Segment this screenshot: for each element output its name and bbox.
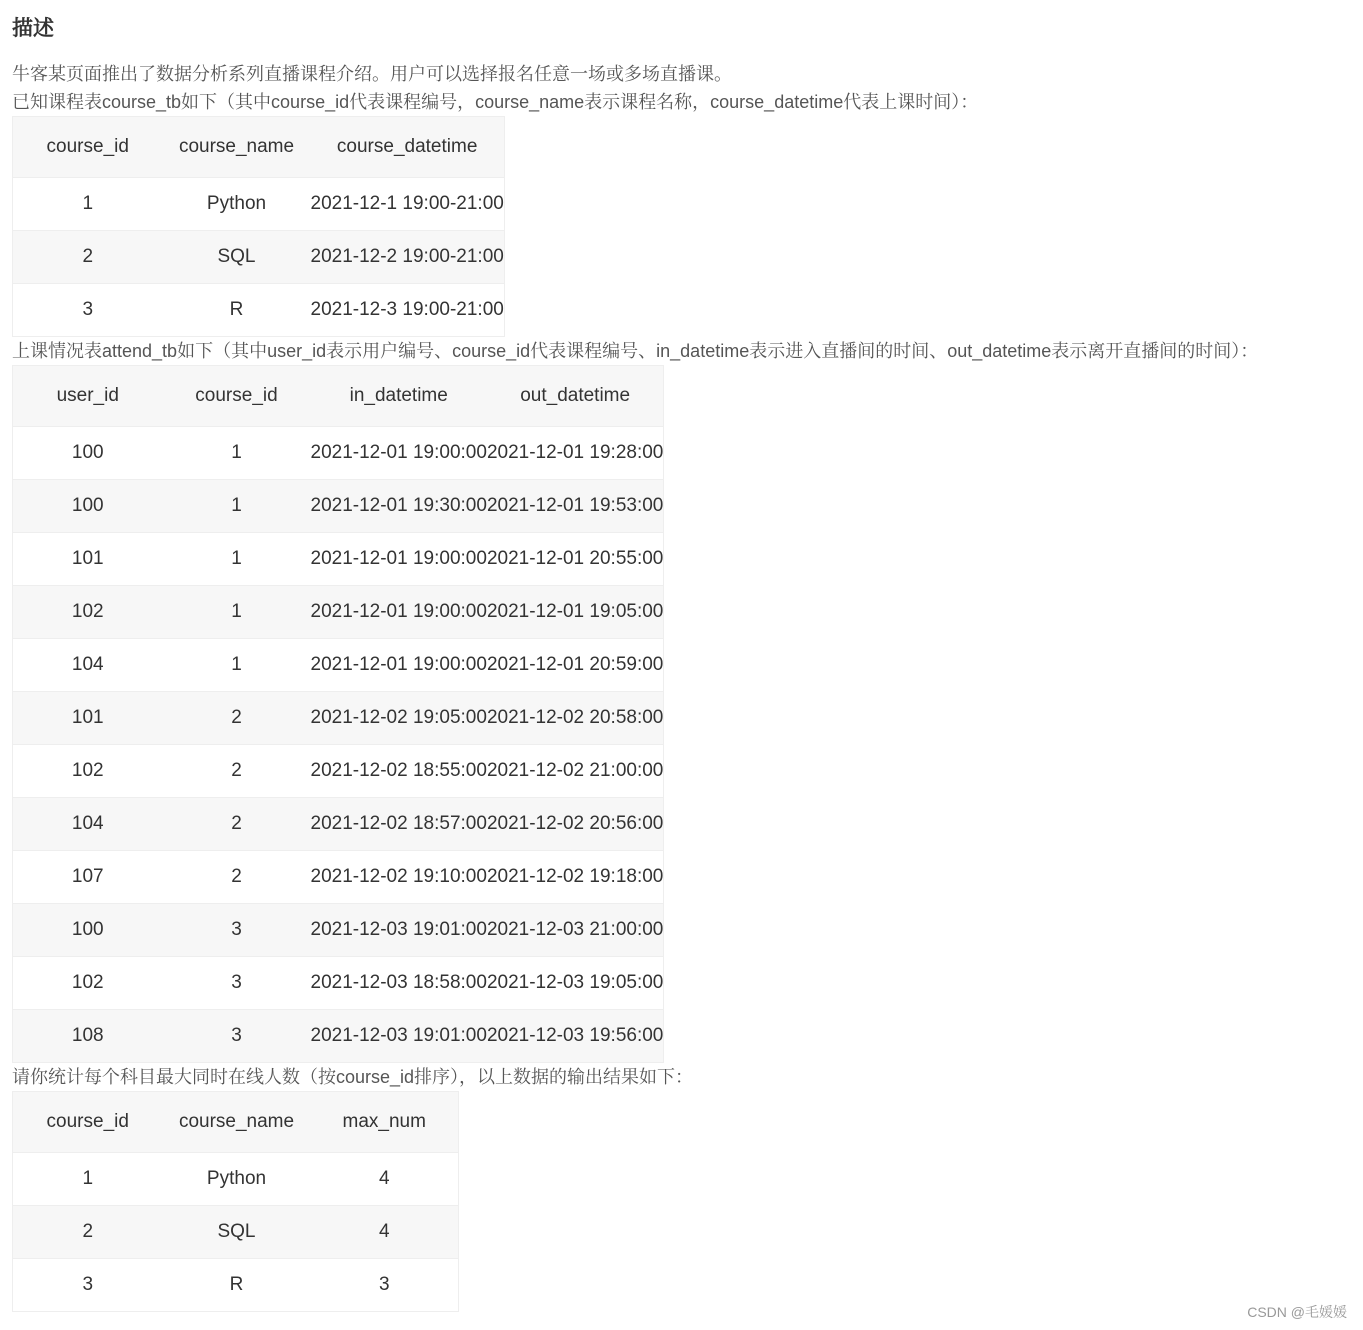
table-cell: 2021-12-03 19:01:00 bbox=[311, 1010, 487, 1063]
table-cell: 1 bbox=[163, 480, 311, 533]
table-cell: 1 bbox=[163, 533, 311, 586]
table-row bbox=[13, 851, 664, 904]
table-cell: 1 bbox=[163, 586, 311, 639]
column-header: course_datetime bbox=[311, 117, 505, 178]
table-cell: 101 bbox=[13, 533, 163, 586]
watermark: CSDN @毛媛媛 bbox=[1247, 1304, 1347, 1320]
table-row bbox=[13, 1206, 459, 1259]
column-header: course_id bbox=[13, 1092, 163, 1153]
column-header: max_num bbox=[311, 1092, 459, 1153]
table-cell: 4 bbox=[311, 1153, 459, 1206]
table-row bbox=[13, 178, 505, 231]
table-cell: 2021-12-1 19:00-21:00 bbox=[311, 178, 505, 231]
table-cell: 2021-12-01 19:28:00 bbox=[487, 427, 664, 480]
column-header: course_id bbox=[163, 366, 311, 427]
table-cell: 102 bbox=[13, 957, 163, 1010]
table-cell: 1 bbox=[13, 178, 163, 231]
table-cell: 2021-12-02 20:56:00 bbox=[487, 798, 664, 851]
table-cell: 3 bbox=[13, 1259, 163, 1312]
table-cell: 2 bbox=[163, 745, 311, 798]
table-cell: SQL bbox=[163, 1206, 311, 1259]
table-cell: 2021-12-02 18:55:00 bbox=[311, 745, 487, 798]
course-tb-table bbox=[12, 116, 505, 337]
table-cell: 2 bbox=[163, 692, 311, 745]
intro-text: 牛客某页面推出了数据分析系列直播课程介绍。用户可以选择报名任意一场或多场直播课。 bbox=[12, 64, 732, 84]
table-cell: 100 bbox=[13, 904, 163, 957]
table-cell: 2021-12-03 19:56:00 bbox=[487, 1010, 664, 1063]
table-cell: 2021-12-03 19:05:00 bbox=[487, 957, 664, 1010]
table-cell: 2021-12-01 19:30:00 bbox=[311, 480, 487, 533]
column-header: course_id bbox=[13, 117, 163, 178]
table-cell: 2021-12-01 19:00:00 bbox=[311, 586, 487, 639]
table-cell: 2 bbox=[163, 851, 311, 904]
description-section bbox=[12, 14, 1258, 1312]
table-cell: 2021-12-02 19:05:00 bbox=[311, 692, 487, 745]
table-row bbox=[13, 957, 664, 1010]
table-cell: 3 bbox=[163, 904, 311, 957]
table-cell: 101 bbox=[13, 692, 163, 745]
table-cell: 2021-12-01 20:59:00 bbox=[487, 639, 664, 692]
column-header: course_name bbox=[163, 117, 311, 178]
table-cell: 3 bbox=[13, 284, 163, 337]
table-row bbox=[13, 284, 505, 337]
column-header: out_datetime bbox=[487, 366, 664, 427]
table-cell: 2021-12-02 20:58:00 bbox=[487, 692, 664, 745]
column-header: course_name bbox=[163, 1092, 311, 1153]
table-cell: 1 bbox=[13, 1153, 163, 1206]
table-cell: 2021-12-02 18:57:00 bbox=[311, 798, 487, 851]
table-row bbox=[13, 1259, 459, 1312]
table-row bbox=[13, 745, 664, 798]
table-cell: 2021-12-02 21:00:00 bbox=[487, 745, 664, 798]
table-cell: 102 bbox=[13, 586, 163, 639]
table-cell: 2021-12-01 19:00:00 bbox=[311, 533, 487, 586]
table-cell: 107 bbox=[13, 851, 163, 904]
table-row bbox=[13, 798, 664, 851]
table-row bbox=[13, 427, 664, 480]
table-cell: 2021-12-01 19:00:00 bbox=[311, 639, 487, 692]
table-cell: 2021-12-03 21:00:00 bbox=[487, 904, 664, 957]
table-cell: 2021-12-02 19:18:00 bbox=[487, 851, 664, 904]
table-cell: 2021-12-02 19:10:00 bbox=[311, 851, 487, 904]
table-cell: 100 bbox=[13, 427, 163, 480]
result-table-desc: 请你统计每个科目最大同时在线人数（按course_id排序），以上数据的输出结果如下： bbox=[12, 1067, 694, 1087]
table-cell: 2021-12-01 19:05:00 bbox=[487, 586, 664, 639]
table-row bbox=[13, 533, 664, 586]
table-cell: 100 bbox=[13, 480, 163, 533]
table-cell: 2021-12-3 19:00-21:00 bbox=[311, 284, 505, 337]
table-cell: Python bbox=[163, 1153, 311, 1206]
table-cell: 1 bbox=[163, 427, 311, 480]
table-cell: Python bbox=[163, 178, 311, 231]
table-row bbox=[13, 904, 664, 957]
table-row bbox=[13, 586, 664, 639]
table-cell: 3 bbox=[163, 1010, 311, 1063]
table-cell: 2021-12-03 19:01:00 bbox=[311, 904, 487, 957]
table-cell: 2021-12-01 19:00:00 bbox=[311, 427, 487, 480]
table-cell: 108 bbox=[13, 1010, 163, 1063]
table-header-row bbox=[13, 366, 664, 427]
table-cell: 1 bbox=[163, 639, 311, 692]
table-cell: 4 bbox=[311, 1206, 459, 1259]
table-cell: 104 bbox=[13, 639, 163, 692]
table-row bbox=[13, 1153, 459, 1206]
table-cell: 2021-12-01 19:53:00 bbox=[487, 480, 664, 533]
column-header: user_id bbox=[13, 366, 163, 427]
table-header-row bbox=[13, 1092, 459, 1153]
table-cell: 2 bbox=[163, 798, 311, 851]
course-table-desc: 已知课程表course_tb如下（其中course_id代表课程编号，course_name表示课程名称，course_datetime代表上课时间）： bbox=[12, 92, 979, 112]
section-title: 描述 bbox=[12, 17, 54, 40]
attend-table-desc: 上课情况表attend_tb如下（其中user_id表示用户编号、course_id代表课程编号、in_datetime表示进入直播间的时间、out_datetime表示离开直播间的时间）： bbox=[12, 341, 1259, 361]
table-header-row bbox=[13, 117, 505, 178]
table-cell: 2 bbox=[13, 1206, 163, 1259]
table-cell: 3 bbox=[163, 957, 311, 1010]
table-cell: 2021-12-03 18:58:00 bbox=[311, 957, 487, 1010]
table-cell: SQL bbox=[163, 231, 311, 284]
table-cell: 104 bbox=[13, 798, 163, 851]
result-table bbox=[12, 1091, 459, 1312]
table-cell: R bbox=[163, 1259, 311, 1312]
table-cell: 3 bbox=[311, 1259, 459, 1312]
attend-tb-table bbox=[12, 365, 664, 1063]
table-row bbox=[13, 692, 664, 745]
table-row bbox=[13, 639, 664, 692]
table-cell: 2 bbox=[13, 231, 163, 284]
table-cell: 102 bbox=[13, 745, 163, 798]
table-row bbox=[13, 1010, 664, 1063]
column-header: in_datetime bbox=[311, 366, 487, 427]
table-cell: 2021-12-01 20:55:00 bbox=[487, 533, 664, 586]
table-row bbox=[13, 480, 664, 533]
table-cell: R bbox=[163, 284, 311, 337]
table-cell: 2021-12-2 19:00-21:00 bbox=[311, 231, 505, 284]
table-row bbox=[13, 231, 505, 284]
